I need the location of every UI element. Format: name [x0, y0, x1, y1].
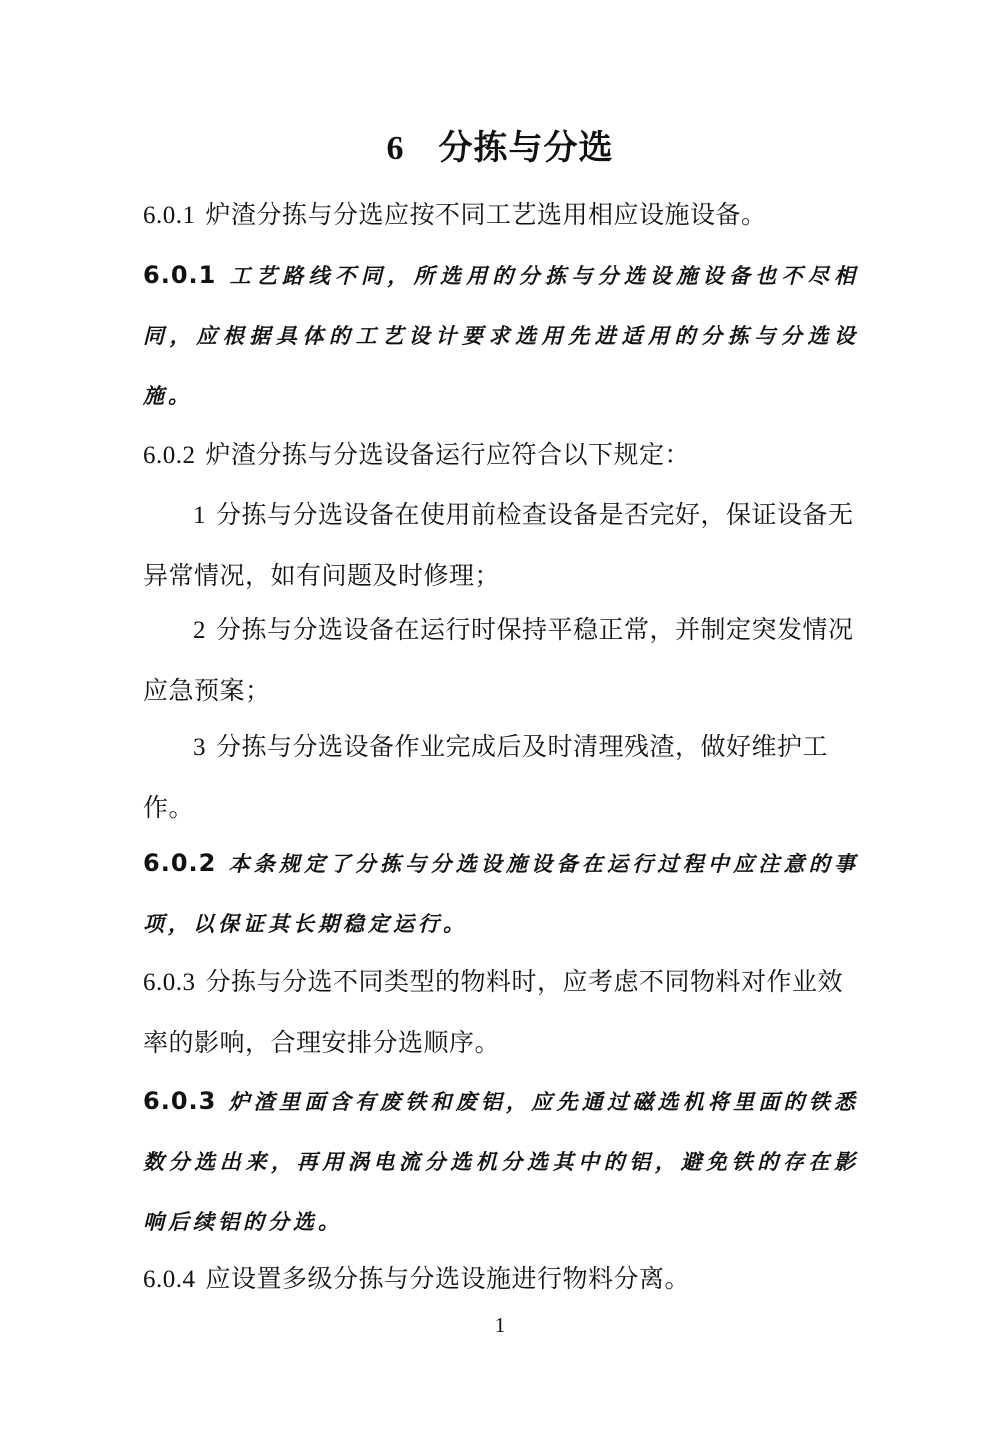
item-text: 分拣与分选设备作业完成后及时清理残渣，做好维护工作。: [143, 732, 829, 822]
list-item-3: [143, 717, 859, 838]
explanation-6-0-2: [143, 833, 859, 954]
clause-text: 应设置多级分拣与分选设施进行物料分离。: [205, 1264, 691, 1293]
explanation-number: 6.0.3: [143, 1087, 217, 1115]
item-text: 分拣与分选设备在使用前检查设备是否完好，保证设备无异常情况，如有问题及时修理；: [143, 500, 854, 590]
clause-6-0-3: [143, 952, 859, 1073]
item-number: 3: [193, 734, 206, 761]
clause-6-0-2: [143, 425, 859, 486]
list-item-2: [143, 600, 859, 721]
chapter-number: 6: [386, 130, 405, 167]
item-text: 分拣与分选设备在运行时保持平稳正常，并制定突发情况应急预案；: [143, 615, 854, 705]
item-number: 2: [193, 617, 206, 644]
page-number: 1: [494, 1313, 506, 1337]
list-item-1: [143, 485, 859, 606]
explanation-text: 本条规定了分拣与分选设施设备在运行过程中应注意的事项，以保证其长期稳定运行。: [143, 852, 859, 936]
clause-number: 6.0.1: [143, 202, 196, 229]
clause-number: 6.0.3: [143, 969, 196, 996]
explanation-number: 6.0.2: [143, 849, 217, 877]
clause-6-0-4: [143, 1249, 859, 1310]
clause-number: 6.0.2: [143, 442, 196, 469]
chapter-title-text: 分拣与分选: [438, 128, 614, 168]
clause-text: 炉渣分拣与分选设备运行应符合以下规定：: [205, 440, 691, 469]
item-number: 1: [193, 502, 206, 529]
clause-6-0-1: [143, 185, 859, 246]
clause-number: 6.0.4: [143, 1266, 196, 1293]
explanation-text: 炉渣里面含有废铁和废铝，应先通过磁选机将里面的铁悉数分选出来，再用涡电流分选机分选其中的铝，避免铁的存在影响后续铝的分选。: [143, 1090, 859, 1234]
explanation-6-0-1: [143, 245, 859, 426]
chapter-title: [0, 118, 1000, 179]
explanation-number: 6.0.1: [143, 261, 217, 289]
clause-text: 分拣与分选不同类型的物料时，应考虑不同物料对作业效率的影响，合理安排分选顺序。: [143, 967, 844, 1057]
clause-text: 炉渣分拣与分选应按不同工艺选用相应设施设备。: [205, 200, 767, 229]
explanation-6-0-3: [143, 1071, 859, 1252]
explanation-text: 工艺路线不同，所选用的分拣与分选设施设备也不尽相同，应根据具体的工艺设计要求选用先进适用的分拣与分选设施。: [143, 264, 859, 408]
